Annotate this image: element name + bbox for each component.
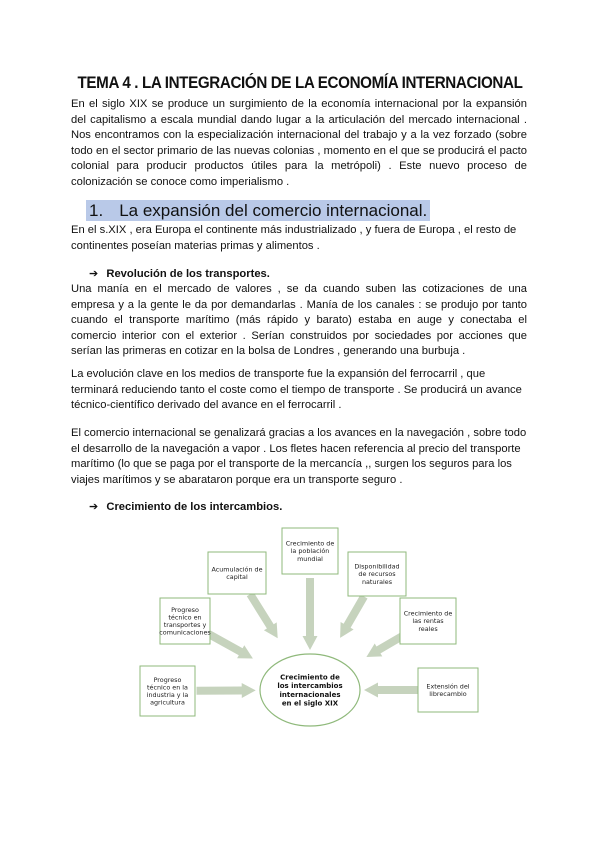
- diagram-node-label: Acumulación de: [211, 565, 263, 574]
- diagram-node-label: Disponibilidad: [354, 562, 400, 571]
- diagram-node-label: Extensión del: [426, 682, 470, 691]
- diagram-node-label: técnico en la: [147, 683, 188, 692]
- diagram-arrow: [303, 578, 318, 650]
- diagram-node: [140, 666, 195, 716]
- diagram-node-label: capital: [226, 573, 248, 581]
- diagram-node-label: mundial: [297, 554, 323, 563]
- diagram-node: [159, 598, 211, 644]
- subheading-transportes-label: Revolución de los transportes.: [106, 268, 270, 280]
- diagram-node-label: agricultura: [150, 698, 185, 707]
- diagram-center-label: en el siglo XIX: [281, 699, 339, 708]
- diagram-center: [260, 654, 360, 726]
- diagram-node-label: Crecimiento de: [403, 609, 453, 618]
- diagram-node: [348, 552, 406, 596]
- intro-paragraph: En el siglo XIX se produce un surgimiento de la economía internacional por la expansión del capitalismo a escala mundial dando lugar a la articulación del mercado internacional . Nos encontramos con la especialización internacional del trabajo y a la vez forzado (sobre todo en el sector primario de las nuevas colonias , momento en el que se producirá el pacto colonial para producir productos útiles para la metrópoli) . Este nuevo proceso de colonización se conoce como imperialismo .: [71, 98, 527, 188]
- intercambios-diagram: [138, 526, 482, 732]
- transportes-paragraph-3: El comercio internacional se genalizará gracias a los avances en la navegación , sobre todo el desarrollo de la navegación a vapor . Los fletes hacen referencia al precio del transporte marítimo (lo que se paga por el transporte de la mercancía ,, surgen los seguros para los viajes marítimos y se abarataron porque era un transporte seguro .: [71, 427, 527, 486]
- diagram-node-label: Crecimiento de: [285, 539, 335, 548]
- subheading-transportes: [89, 267, 270, 280]
- arrow-right-icon: ➔: [89, 268, 99, 280]
- diagram-node-label: de recursos: [358, 570, 396, 579]
- diagram-node-label: industria y la: [146, 691, 189, 699]
- diagram-node-label: comunicaciones: [159, 628, 211, 637]
- section-number: 1.: [89, 201, 104, 220]
- diagram-node-label: Progreso: [171, 605, 199, 614]
- diagram-node: [400, 598, 456, 644]
- section-paragraph: En el s.XIX , era Europa el continente más industrializado , y fuera de Europa , el resto de continentes poseían materias primas y alimentos .: [71, 224, 517, 252]
- diagram-node-label: Progreso: [153, 675, 182, 684]
- diagram-arrow: [197, 683, 256, 698]
- subheading-intercambios: [89, 500, 282, 513]
- diagram-node-label: las rentas: [412, 617, 444, 626]
- page-title: TEMA 4 . LA INTEGRACIÓN DE LA ECONOMÍA INTERNACIONAL: [77, 74, 523, 92]
- section-heading: [86, 200, 430, 221]
- diagram-node: [418, 668, 478, 712]
- diagram-node: [208, 552, 266, 594]
- section-title: La expansión del comercio internacional.: [119, 201, 428, 220]
- diagram-node-label: reales: [418, 624, 438, 633]
- diagram-arrow: [247, 592, 278, 638]
- diagram-node: [282, 528, 338, 574]
- diagram-center-label: los intercambios: [277, 682, 343, 691]
- diagram-node-label: técnico en: [168, 613, 202, 622]
- diagram-arrow: [340, 595, 367, 638]
- diagram-node-label: transportes y: [163, 621, 207, 629]
- diagram-node-label: librecambio: [429, 690, 467, 698]
- diagram-node-label: naturales: [361, 577, 393, 586]
- transportes-paragraph-2: La evolución clave en los medios de transporte fue la expansión del ferrocarril , que terminará reduciendo tanto el coste como el tiempo de transporte . Se producirá un avance técnico-científico derivado del avance en el ferrocarril .: [71, 368, 522, 412]
- diagram-center-label: internacionales: [279, 690, 341, 699]
- diagram-arrow: [207, 631, 253, 659]
- subheading-intercambios-label: Crecimiento de los intercambios.: [106, 501, 283, 513]
- diagram-arrow: [364, 683, 422, 698]
- diagram-center-label: Crecimiento de: [280, 673, 340, 682]
- transportes-paragraph-1: Una manía en el mercado de valores , se da cuando suben las cotizaciones de una empresa y a la gente le da por demandarlas . Manía de los canales : se produjo por tanto cuando el transporte marítimo (más rápido y barato) estaba en auge y conectaba el comercio interior con el exterior . Serían construidos por sociedades por acciones que serían las primeras en cotizar en la bolsa de Londres , generando una burbuja .: [71, 283, 527, 358]
- diagram-node-label: la población: [290, 547, 330, 556]
- arrow-right-icon: ➔: [89, 501, 99, 513]
